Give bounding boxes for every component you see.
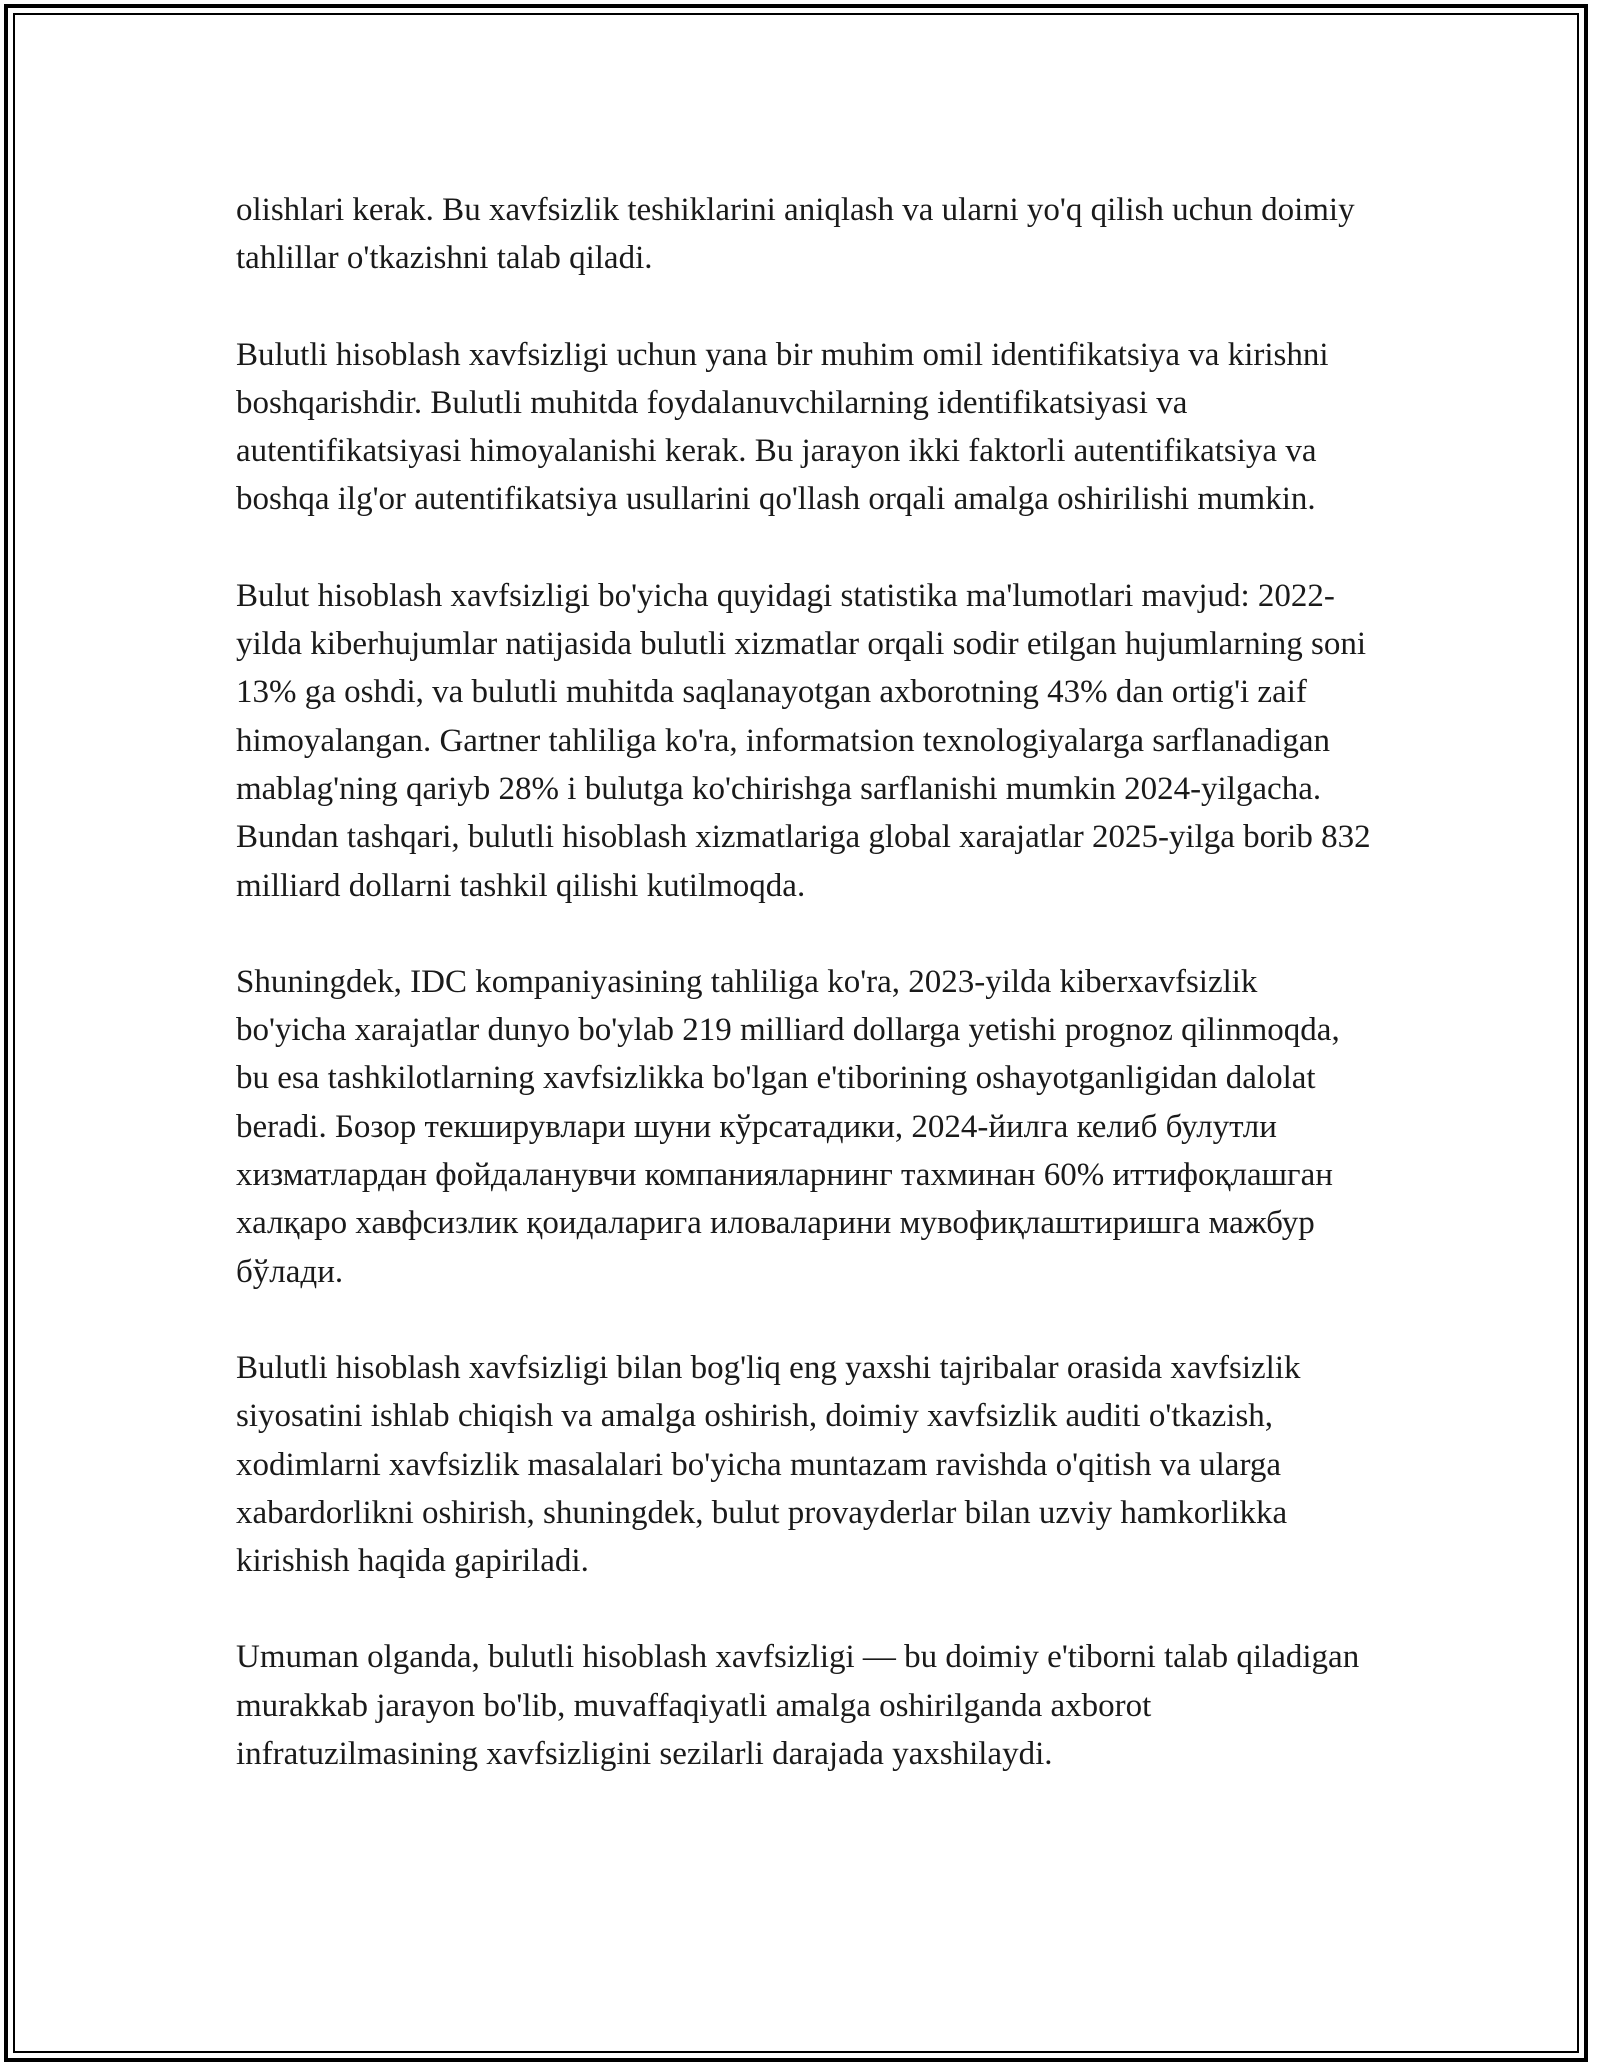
paragraph-best-practices: Bulutli hisoblash xavfsizligi bilan bog'liq eng yaxshi tajribalar orasida xavfsizlik siyosatini ishlab chiqish va amalga oshirish, doimiy xavfsizlik auditi o'tkazish, xodimlarni xavfsizlik masalalari bo'yicha muntazam ravishda o'qitish va ularga xabardorlikni oshirish, shuningdek, bulut provayderlar bilan uzviy hamkorlikka kirishish haqida gapiriladi. [236, 1349, 1301, 1580]
document-body [236, 186, 1376, 1826]
paragraph-identity-access: Bulutli hisoblash xavfsizligi uchun yana bir muhim omil identifikatsiya va kirishni boshqarishdir. Bulutli muhitda foydalanuvchilarning identifikatsiyasi va autentifikatsiyasi himoyalanishi kerak. Bu jarayon ikki faktorli autentifikatsiya va boshqa ilg'or autentifikatsiya usullarini qo'llash orqali amalga oshirilishi mumkin. [236, 336, 1329, 518]
paragraph-continuation: olishlari kerak. Bu xavfsizlik teshiklarini aniqlash va ularni yo'q qilish uchun doimiy tahlillar o'tkazishni talab qiladi. [236, 192, 1355, 277]
paragraph-idc-forecast: Shuningdek, IDC kompaniyasining tahliliga ko'ra, 2023-yilda kiberxavfsizlik bo'yicha xarajatlar dunyo bo'ylab 219 milliard dollarga yetishi prognoz qilinmoqda, bu esa tashkilotlarning xavfsizlikka bo'lgan e'tiborining oshayotganligidan dalolat beradi. Бозор текширувлари шуни кўрсатадики, 2024-йилга келиб булутли хизматлардан фойдаланувчи компанияларнинг тахминан 60% иттифоқлашган халқаро хавфсизлик қоидаларига иловаларини мувофиқлаштиришга мажбур бўлади. [236, 963, 1340, 1290]
paragraph-conclusion: Umuman olganda, bulutli hisoblash xavfsizligi — bu doimiy e'tiborni talab qiladigan murakkab jarayon bo'lib, muvaffaqiyatli amalga oshirilganda axborot infratuzilmasining xavfsizligini sezilarli darajada yaxshilaydi. [236, 1639, 1360, 1773]
paragraph-statistics: Bulut hisoblash xavfsizligi bo'yicha quyidagi statistika ma'lumotlari mavjud: 2022-yilda kiberhujumlar natijasida bulutli xizmatlar orqali sodir etilgan hujumlarning soni 13% ga oshdi, va bulutli muhitda saqlanayotgan axborotning 43% dan ortig'i zaif himoyalangan. Gartner tahliliga ko'ra, informatsion texnologiyalarga sarflanadigan mablag'ning qariyb 28% i bulutga ko'chirishga sarflanishi mumkin 2024-yilgacha. Bundan tashqari, bulutli hisoblash xizmatlariga global xarajatlar 2025-yilga borib 832 milliard dollarni tashkil qilishi kutilmoqda. [236, 577, 1371, 904]
